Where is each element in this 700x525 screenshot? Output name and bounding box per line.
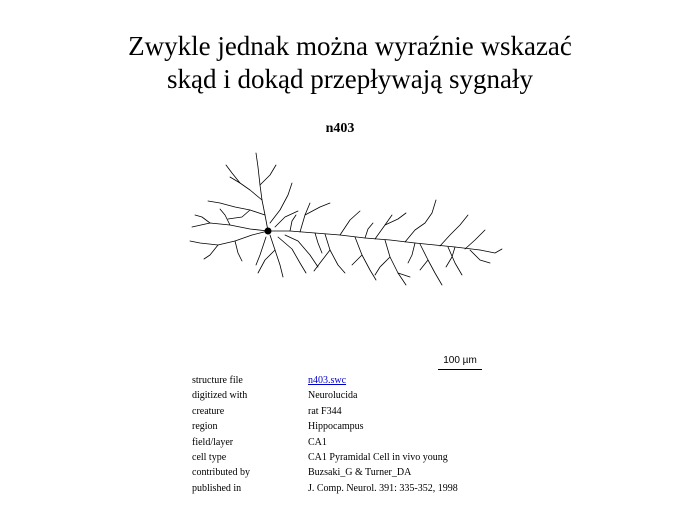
table-row	[192, 373, 458, 388]
title-line-1: Zwykle jednak można wyraźnie wskazać	[128, 31, 572, 61]
slide-title	[0, 30, 700, 96]
table-row	[192, 388, 458, 403]
info-label: field/layer	[192, 436, 234, 448]
table-row	[192, 450, 458, 465]
info-label: contributed by	[192, 467, 251, 479]
title-line-2: skąd i dokąd przepływają sygnały	[167, 64, 533, 94]
table-row	[192, 404, 458, 419]
info-value	[308, 373, 458, 388]
neuron-name: n403	[325, 121, 355, 136]
table-row	[192, 435, 458, 450]
info-label: region	[192, 421, 218, 433]
table-row	[192, 465, 458, 480]
structure-file-link[interactable]: n403.swc	[308, 375, 347, 386]
info-value: CA1 Pyramidal Cell in vivo young	[308, 452, 448, 464]
scale-bar-line	[438, 369, 482, 370]
info-table	[192, 373, 458, 496]
info-label: digitized with	[192, 390, 248, 402]
info-value: Hippocampus	[308, 421, 364, 433]
info-label: published in	[192, 482, 242, 494]
info-value: Neurolucida	[308, 390, 358, 402]
info-value: CA1	[308, 436, 327, 448]
info-label: creature	[192, 405, 225, 417]
info-label: cell type	[192, 452, 227, 464]
scale-bar	[438, 355, 482, 370]
table-row	[192, 481, 458, 496]
info-value: J. Comp. Neurol. 391: 335-352, 1998	[308, 482, 458, 494]
scale-bar-label: 100 µm	[443, 355, 477, 366]
info-value: Buzsaki_G & Turner_DA	[308, 467, 412, 479]
info-value: rat F344	[308, 405, 342, 417]
neuron-drawing	[180, 145, 510, 325]
table-row	[192, 419, 458, 434]
info-label: structure file	[192, 375, 243, 386]
